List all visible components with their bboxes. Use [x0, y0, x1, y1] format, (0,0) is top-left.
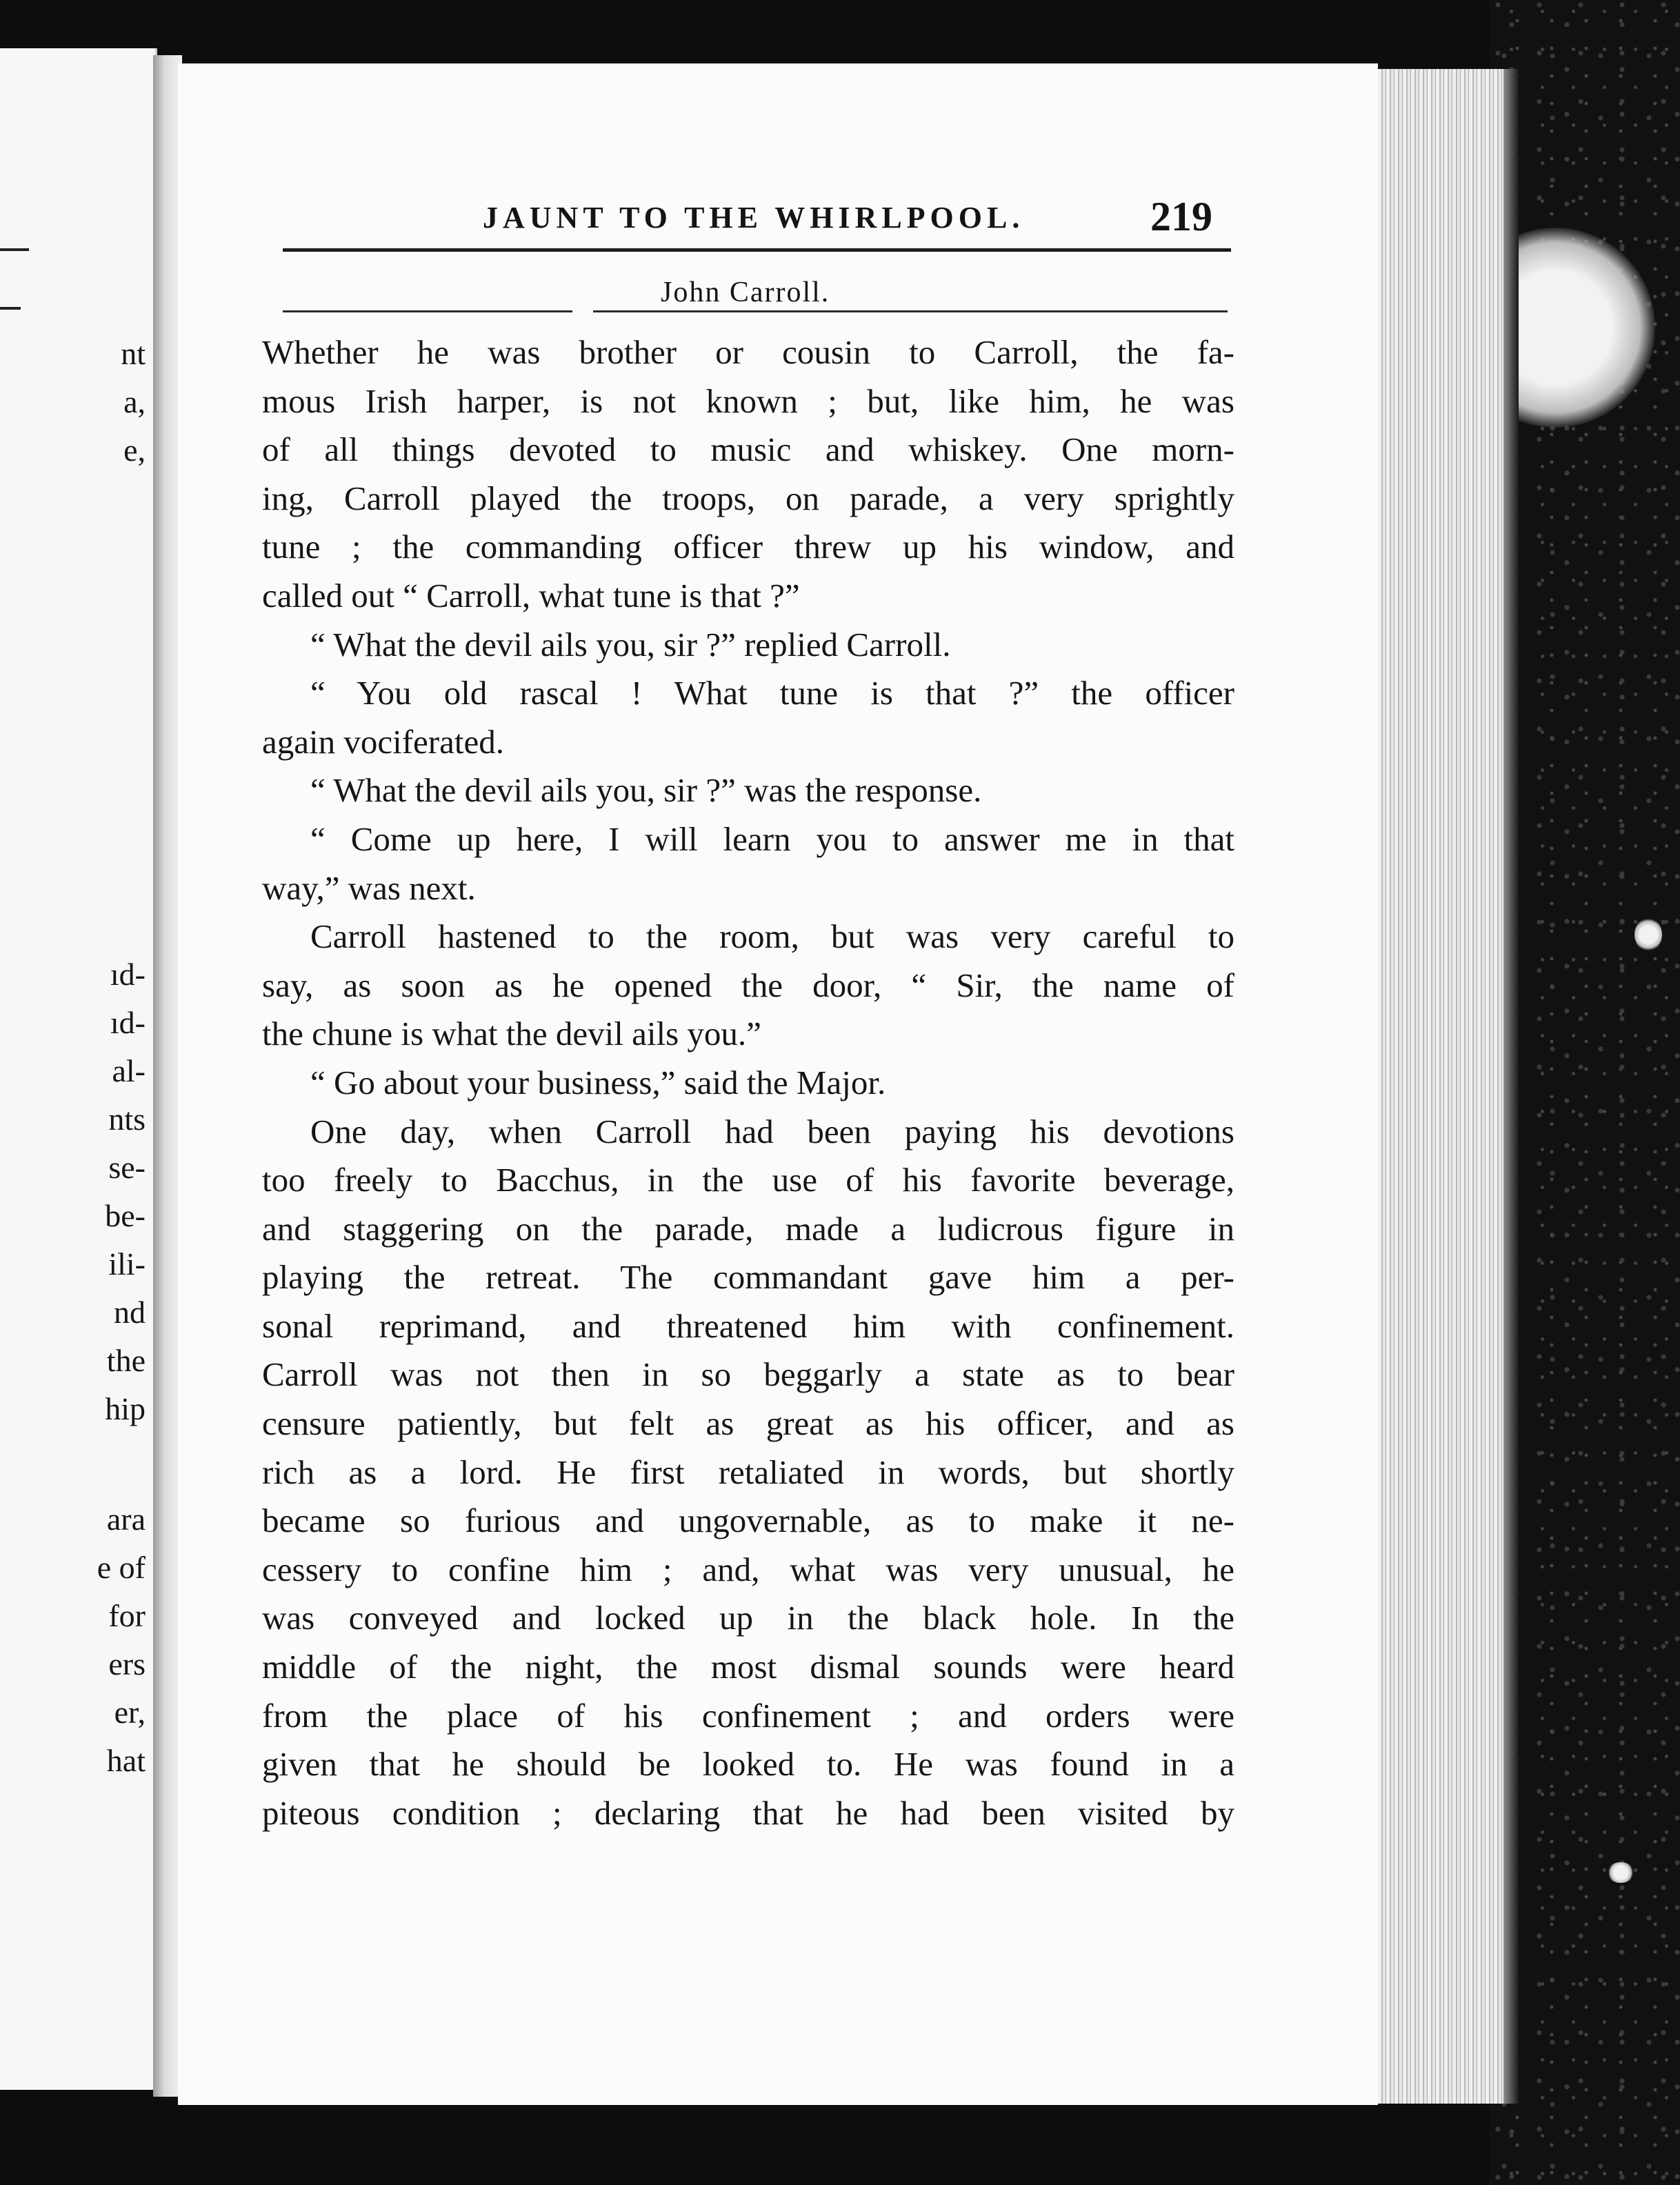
previous-page-rule [0, 307, 21, 310]
previous-page-text: al- [112, 1053, 146, 1088]
text-line: Whether he was brother or cousin to Carroll, the fa- [262, 333, 1234, 371]
previous-page-text: for [108, 1598, 146, 1633]
previous-page-text: ara [106, 1501, 146, 1537]
previous-page-text: nd [114, 1295, 146, 1330]
previous-page [0, 48, 157, 2090]
paper-stain [1607, 1862, 1634, 1883]
previous-page-text: be- [105, 1198, 146, 1233]
text-line: tune ; the commanding officer threw up his window, and [262, 528, 1234, 566]
text-line: “ What the devil ails you, sir ?” replied Carroll. [310, 625, 951, 664]
text-line: middle of the night, the most dismal sounds were heard [262, 1648, 1234, 1686]
previous-page-text: se- [108, 1150, 146, 1185]
body-text [262, 328, 1234, 1837]
previous-page-text: a, [123, 384, 146, 419]
previous-page-text: ıd- [110, 957, 146, 992]
text-line: “ Go about your business,” said the Major. [310, 1063, 886, 1101]
text-line: “ You old rascal ! What tune is that ?” the officer [310, 674, 1234, 712]
previous-page-text: e, [123, 432, 146, 468]
previous-page-text: e of [97, 1550, 146, 1585]
section-title: John Carroll. [661, 277, 830, 308]
text-line: way,” was next. [262, 868, 476, 907]
previous-page-text: nt [121, 336, 146, 371]
previous-page-text: hat [106, 1743, 146, 1778]
running-head: JAUNT TO THE WHIRLPOOL. [483, 201, 1025, 235]
previous-page-text: nts [108, 1101, 146, 1137]
text-line: piteous condition ; declaring that he had been visited by [262, 1793, 1234, 1832]
text-line: One day, when Carroll had been paying his devotions [310, 1112, 1234, 1150]
text-line: was conveyed and locked up in the black hole. In the [262, 1599, 1234, 1637]
text-line: sonal reprimand, and threatened him with confinement. [262, 1306, 1234, 1345]
text-line: called out “ Carroll, what tune is that ?” [262, 576, 800, 615]
text-line: rich as a lord. He first retaliated in words, but shortly [262, 1453, 1234, 1491]
previous-page-text: ıd- [110, 1005, 146, 1040]
text-line: mous Irish harper, is not known ; but, like him, he was [262, 381, 1234, 420]
previous-page-text: hip [105, 1391, 146, 1426]
text-line: the chune is what the devil ails you.” [262, 1015, 761, 1053]
header-rule [283, 248, 1231, 252]
page-number: 219 [1150, 194, 1212, 239]
text-line: censure patiently, but felt as great as his officer, and as [262, 1404, 1234, 1443]
text-line: say, as soon as he opened the door, “ Sir, the name of [262, 966, 1234, 1004]
text-line: “ What the devil ails you, sir ?” was the response. [310, 771, 982, 810]
previous-page-rule [0, 248, 29, 251]
previous-page-text: the [106, 1343, 146, 1378]
page-edges-shadow [1503, 69, 1519, 2104]
text-line: given that he should be looked to. He was found in a [262, 1745, 1234, 1784]
text-line: became so furious and ungovernable, as to make it ne- [262, 1501, 1234, 1540]
text-line: Carroll hastened to the room, but was very careful to [310, 917, 1234, 956]
section-rule-left [283, 310, 572, 312]
text-line: and staggering on the parade, made a ludicrous figure in [262, 1209, 1234, 1248]
previous-page-text: ers [108, 1646, 146, 1682]
section-rule-right [593, 310, 1228, 312]
text-line: ing, Carroll played the troops, on parade, a very sprightly [262, 479, 1234, 517]
paper-stain [1634, 917, 1662, 952]
text-line: “ Come up here, I will learn you to answer me in that [310, 819, 1234, 858]
text-line: from the place of his confinement ; and orders were [262, 1696, 1234, 1735]
text-line: cessery to confine him ; and, what was very unusual, he [262, 1550, 1234, 1588]
text-line: of all things devoted to music and whiskey. One morn- [262, 430, 1234, 469]
previous-page-text: ili- [108, 1246, 146, 1281]
text-line: Carroll was not then in so beggarly a state as to bear [262, 1355, 1234, 1394]
text-line: again vociferated. [262, 722, 504, 761]
page-edges [1378, 69, 1516, 2104]
previous-page-text: er, [114, 1695, 146, 1730]
text-line: playing the retreat. The commandant gave him a per- [262, 1258, 1234, 1297]
text-line: too freely to Bacchus, in the use of his favorite beverage, [262, 1161, 1234, 1199]
